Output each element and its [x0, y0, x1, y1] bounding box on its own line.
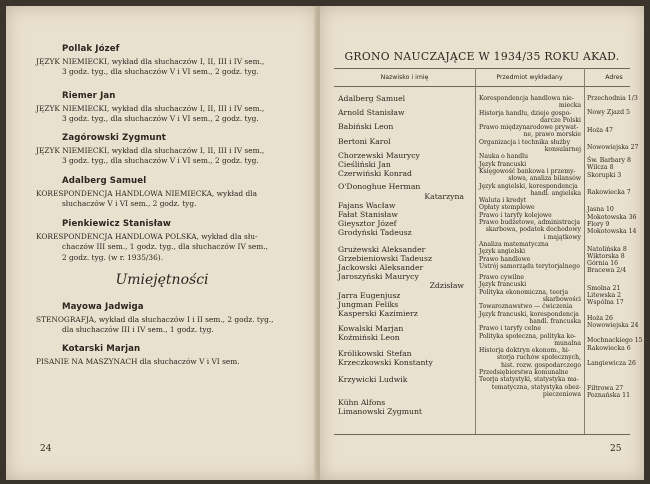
subject-line: Język angielski: [479, 248, 526, 256]
subject-line: Polityka ekonomiczna, teorja: [479, 288, 569, 296]
staff-name: Koźmiński Leon: [338, 333, 400, 343]
staff-name: Babiński Leon: [338, 122, 394, 132]
address: Flory 9: [587, 220, 610, 228]
staff-name: Zdzisław: [429, 281, 464, 291]
section-title: Umiejętności: [115, 272, 209, 288]
course-line: 3 godz. tyg., dla słuchaczów V i VI sem., 2 godz. tyg.: [62, 114, 259, 124]
staff-name: O'Donoghue Herman: [338, 182, 421, 192]
entry-adalberg: [36, 176, 302, 210]
address: Smolna 21: [587, 284, 621, 292]
subject-line: słowa, analiza bilansów: [508, 175, 581, 183]
course-line: 3 godz. tyg., dla słuchaczów V i VI sem., 2 godz. tyg.: [62, 67, 259, 77]
page-number: 25: [610, 444, 622, 454]
lecturer-name: Pollak Józef: [62, 44, 120, 54]
subject-line: Prawo i taryfy celne: [479, 325, 541, 333]
staff-name: Jackowski Aleksander: [338, 263, 424, 273]
lecturer-name: Pienkiewicz Stanisław: [62, 219, 171, 229]
header-address: Adres: [605, 74, 623, 81]
subject-line: handl. francuska: [529, 317, 581, 325]
course-line: słuchaczów V i VI sem., 2 godz. tyg.: [62, 199, 197, 209]
address: Mochnackiego 15: [587, 337, 643, 345]
subject-line: Prawo handlowe: [479, 255, 531, 263]
course-description: [36, 315, 302, 336]
course-line: PISANIE NA MASZYNACH dla słuchaczów V i VI sem.: [36, 357, 240, 366]
staff-name: Chorzewski Maurycy: [338, 150, 420, 160]
address: Przechodnia 1/3: [587, 95, 638, 102]
address: Hoża 26: [587, 314, 613, 322]
staff-name: Adalberg Samuel: [338, 94, 406, 103]
course-description: [36, 357, 302, 367]
staff-name: Limanowski Zygmunt: [338, 407, 422, 417]
entry-kotarski: [36, 344, 302, 367]
subject-line: konsularnej: [544, 146, 581, 154]
address: Hoża 47: [587, 126, 613, 134]
staff-name: Czerwiński Konrad: [338, 169, 412, 179]
staff-name: Kühn Alfons: [338, 398, 386, 408]
subject-line: Historja doktryn ekonom., hi-: [479, 347, 570, 355]
address: Bracewa 2/4: [587, 267, 627, 275]
subject-line: Prawo międzynarodowe prywat-: [479, 124, 579, 132]
course-line: JĘZYK NIEMIECKI, wykład dla słuchaczów I, II, III i IV sem.,: [36, 57, 265, 66]
course-line: 3 godz. tyg., dla słuchaczów V i VI sem., 2 godz. tyg.: [62, 156, 259, 166]
subject-line: Organizacja i technika służby: [479, 138, 571, 146]
address: Langiewicza 26: [587, 359, 636, 367]
address: Rakowiecka 6: [587, 344, 631, 352]
page-title: GRONO NAUCZAJĄCE W 1934/35 ROKU AKAD.: [344, 50, 620, 63]
subject-line: Księgowość bankowa i przemy-: [479, 167, 576, 175]
header-name: Nazwisko i imię: [380, 74, 429, 81]
entry-riemer: [36, 91, 302, 125]
staff-name: Kowalski Marjan: [338, 324, 404, 334]
lecturer-name: Zagórowski Zygmunt: [62, 133, 167, 143]
address: Wilcza 8: [587, 164, 614, 172]
course-line: KORESPONDENCJA HANDLOWA NIEMIECKA, wykład dla: [36, 189, 257, 198]
course-line: chaczów III sem., 1 godz. tyg., dla słuchaczów IV sem.,: [62, 242, 269, 252]
address: Mokotowska 14: [587, 228, 637, 236]
addresses-column: [587, 95, 647, 400]
staff-name: Jarra Eugenjusz: [338, 290, 401, 300]
address: Nowy Zjazd 5: [587, 109, 630, 117]
subject-line: Przedsiębiorstwa komunalne: [479, 368, 569, 376]
staff-name: Grodyński Tadeusz: [338, 228, 412, 238]
entry-mayowa: [36, 302, 302, 336]
right-page: [320, 6, 644, 480]
entry-pienkiewicz: [36, 219, 302, 263]
course-description: [36, 104, 302, 125]
course-line: JĘZYK NIEMIECKI, wykład dla słuchaczów I, II, III i IV sem.,: [36, 146, 265, 155]
course-description: [36, 57, 302, 78]
address: Natolińska 8: [587, 245, 627, 253]
subject-line: munalna: [554, 339, 581, 347]
staff-name: Cieśliński Jan: [338, 160, 391, 170]
course-line: 2 godz. tyg. (w r. 1935/36).: [62, 252, 164, 262]
subject-line: Korespondencja handlowa nie-: [479, 95, 574, 102]
subjects-column: [479, 95, 581, 398]
subject-line: Ustrój samorządu terytorjalnego: [479, 262, 580, 270]
subject-line: pieczeniowa: [542, 390, 581, 398]
staff-name: Krzeczkowski Konstanty: [338, 357, 433, 367]
course-description: [36, 146, 302, 167]
address: Nowowiejska 24: [587, 321, 639, 329]
lecturer-name: Riemer Jan: [62, 91, 116, 101]
staff-name: Grzebieniowski Tadeusz: [338, 253, 432, 263]
subject-line: Opłaty stemplowe: [479, 204, 535, 212]
staff-name: Bertoni Karol: [338, 136, 391, 146]
subject-line: skarbowości: [542, 296, 581, 304]
subject-line: Teorja statystyki, statystyka ma-: [479, 376, 579, 384]
subject-line: tematyczna, statystyka obez-: [491, 383, 581, 391]
course-line: KORESPONDENCJA HANDLOWA POLSKA, wykład dla słu-: [36, 232, 258, 241]
staff-name: Jungman Feliks: [338, 299, 399, 309]
staff-name: Gieysztor Józef: [338, 219, 397, 229]
subject-line: Język francuski: [479, 160, 527, 168]
staff-name: Jaroszyński Maurycy: [338, 272, 419, 282]
staff-name: Grużewski Aleksander: [338, 244, 426, 254]
staff-name: Fajans Wacław: [338, 200, 396, 210]
header-subject: Przedmiot wykładany: [496, 74, 563, 81]
staff-name: Arnold Stanisław: [338, 108, 405, 118]
staff-name: Królikowski Stefan: [338, 348, 412, 358]
subject-line: Historja handlu, dzieje gospo-: [479, 109, 572, 117]
course-line: JĘZYK NIEMIECKI, wykład dla słuchaczów I, II, III i IV sem.,: [36, 104, 265, 113]
subject-line: ne, prawo morskie: [523, 131, 581, 139]
subject-line: Prawo cywilne: [479, 274, 524, 282]
address: Wspólna 17: [587, 299, 624, 307]
course-line: dla słuchaczów III i IV sem., 1 godz. tyg.: [62, 325, 214, 335]
address: Wiktorska 8: [587, 252, 625, 260]
course-description: [36, 189, 302, 210]
address: Skorupki 3: [587, 171, 622, 179]
staff-name: Kasperski Kazimierz: [338, 309, 418, 319]
table-rule-header: [334, 86, 630, 87]
page-number: 24: [40, 444, 52, 454]
address: Mokotowska 36: [587, 213, 637, 221]
course-line: STENOGRAFJA, wykład dla słuchaczów I i II sem., 2 godz. tyg.,: [36, 315, 274, 324]
subject-line: Nauka o handlu: [479, 153, 529, 161]
subject-line: Język francuski, korespondencja: [479, 310, 579, 318]
subject-line: miecka: [558, 102, 581, 110]
subject-line: Język angielski, korespondencja: [479, 182, 578, 190]
names-column: [338, 94, 470, 417]
left-page: [6, 6, 318, 480]
subject-line: i majątkowy: [543, 233, 581, 241]
lecturer-name: Kotarski Marjan: [62, 344, 141, 354]
entry-pollak: [36, 44, 302, 78]
table-divider: [475, 68, 476, 434]
subject-line: Analiza matematyczna: [479, 240, 549, 248]
staff-name: Fałat Stanisław: [338, 210, 398, 220]
subject-line: Prawo i taryfy kolejowe: [479, 211, 552, 219]
subject-line: Język francuski: [479, 281, 527, 289]
address: Poznańska 11: [587, 392, 631, 400]
entry-zagorowski: [36, 133, 302, 167]
subject-line: skarbowa, podatek dochodowy: [485, 226, 581, 234]
address: Jasna 10: [587, 206, 614, 214]
table-rule-top: [334, 68, 630, 69]
course-description: [36, 232, 302, 263]
subject-line: darcze Polski: [540, 116, 581, 124]
address: Nowowiejska 27: [587, 143, 639, 151]
subject-line: storja ruchów społecznych,: [496, 354, 581, 362]
address: Św. Barbary 8: [587, 157, 631, 165]
address: Górnia 16: [587, 260, 619, 268]
subject-line: Towaroznawstwo — ćwiczenia: [479, 303, 573, 311]
address: Rakowiecka 7: [587, 189, 631, 197]
staff-name: Katarzyna: [424, 191, 464, 201]
subject-line: Waluta i kredyt: [479, 197, 527, 205]
address: Filtrowa 27: [587, 385, 624, 393]
address: Litewska 2: [587, 292, 622, 300]
subject-line: Polityka społeczna, polityka ko-: [479, 332, 576, 340]
lecturer-name: Mayowa Jadwiga: [62, 302, 144, 312]
staff-name: Krzywicki Ludwik: [338, 375, 408, 385]
table-divider: [584, 68, 585, 434]
lecturer-name: Adalberg Samuel: [62, 176, 147, 186]
table-rule-bottom: [334, 434, 630, 435]
subject-line: Prawo budżetowe, administracja: [479, 219, 581, 227]
subject-line: hist. rozw. gospodarczego: [501, 361, 581, 369]
subject-line: handl. angielska: [530, 189, 581, 197]
